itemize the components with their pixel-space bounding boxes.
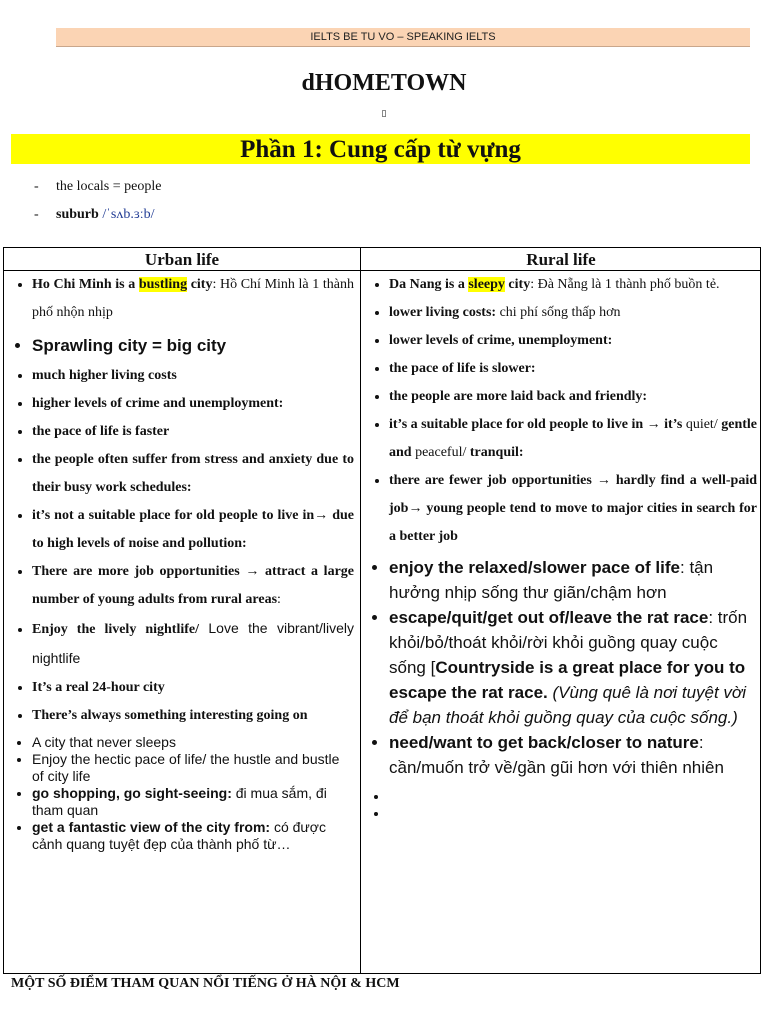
list-item: • enjoy the relaxed/slower pace of life: tận hưởng nhịp sống thư giãn/chậm hơn (389, 555, 757, 605)
urban-column (4, 271, 354, 853)
list-item: • it’s not a suitable place for old people to live in→ due to high levels of noise and pollution: (32, 502, 354, 558)
list-item: • get a fantastic view of the city from: có được cảnh quang tuyệt đẹp của thành phố từ… (32, 819, 354, 853)
dash-bullet: - (34, 207, 39, 222)
placeholder-glyph: ▯ (381, 108, 387, 118)
bustling-highlight: bustling (138, 277, 188, 292)
section-heading: Phần 1: Cung cấp từ vựng (11, 134, 750, 164)
list-item: • Enjoy the hectic pace of life/ the hustle and bustle of city life (32, 751, 354, 785)
list-item: • escape/quit/get out of/leave the rat race: trốn khỏi/bỏ/thoát khỏi/rời khỏi guồng quay cuộc sống [Countryside is a great place for you to escape the rat race. (Vùng quê là nơi tuyệt vời để bạn thoát khỏi guồng quay của cuộc sống.) (389, 605, 757, 730)
list-item: • A city that never sleeps (32, 734, 354, 751)
list-item: • Enjoy the lively nightlife/ Love the vibrant/lively nightlife (32, 614, 354, 674)
document-header-banner: IELTS BE TU VO – SPEAKING IELTS (56, 28, 750, 47)
urban-header: Urban life (144, 250, 220, 269)
footer-heading: MỘT SỐ ĐIỂM THAM QUAN NỔI TIẾNG Ở HÀ NỘI & HCM (11, 976, 400, 991)
locals-text: the locals = people (56, 179, 162, 194)
suburb-word: suburb (56, 207, 99, 222)
empty-list-item (389, 788, 757, 805)
list-item: • Ho Chi Minh is a bustling city: Hồ Chí Minh là 1 thành phố nhộn nhịp (32, 271, 354, 327)
dash-bullet: - (34, 179, 39, 194)
list-item: • it’s a suitable place for old people to live in → it’s quiet/ gentle and peaceful/ tranquil: (389, 411, 757, 467)
list-item: • There are more job opportunities → attract a large number of young adults from rural areas: (32, 558, 354, 614)
list-item: • the people are more laid back and friendly: (389, 383, 757, 411)
list-item: • It’s a real 24-hour city (32, 674, 354, 702)
vocab-line-suburb (34, 207, 154, 223)
page-title: dHOMETOWN (301, 70, 467, 96)
urban-rural-table (3, 247, 761, 974)
empty-list-item (389, 805, 757, 822)
rural-column (361, 271, 757, 822)
list-item: • higher levels of crime and unemployment: (32, 390, 354, 418)
list-item: • go shopping, go sight-seeing: đi mua sắm, đi tham quan (32, 785, 354, 819)
rural-header: Rural life (526, 250, 596, 269)
list-item: • the pace of life is slower: (389, 355, 757, 383)
list-item: • lower levels of crime, unemployment: (389, 327, 757, 355)
list-item: • lower living costs: chi phí sống thấp hơn (389, 299, 757, 327)
list-item: • Sprawling city = big city (32, 333, 354, 358)
suburb-ipa: /ˈsʌb.ɜːb/ (102, 207, 155, 222)
list-item: • the people often suffer from stress and anxiety due to their busy work schedules: (32, 446, 354, 502)
list-item: • need/want to get back/closer to nature: cần/muốn trở về/gần gũi hơn với thiên nhiên (389, 730, 757, 780)
list-item: • there are fewer job opportunities → hardly find a well-paid job→ young people tend to move to major cities in search for a better job (389, 467, 757, 551)
list-item: • There’s always something interesting going on (32, 702, 354, 730)
list-item: • much higher living costs (32, 362, 354, 390)
sleepy-highlight: sleepy (468, 277, 505, 292)
vocab-line-locals (34, 179, 161, 195)
list-item: • Da Nang is a sleepy city: Đà Nẵng là 1 thành phố buồn tẻ. (389, 271, 757, 299)
list-item: • the pace of life is faster (32, 418, 354, 446)
